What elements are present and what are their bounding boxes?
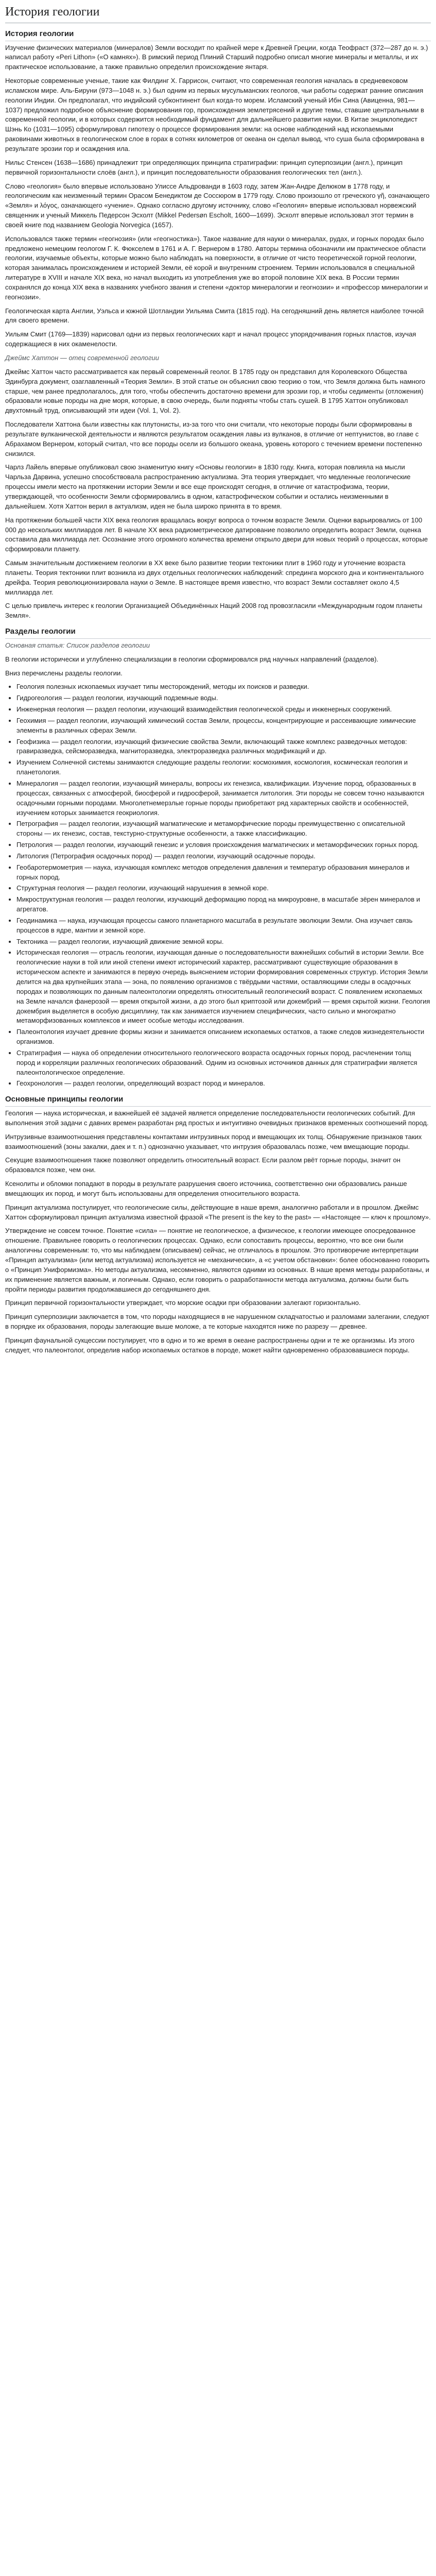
list-item: • Литология (Петрография осадочных пород) — раздел геологии, изучающий осадочные породы. — [16, 852, 431, 861]
principles-paragraph: Принцип первичной горизонтальности утверждает, что морские осадки при образовании залегают горизонтально. — [5, 1299, 361, 1307]
principles-paragraph: Принцип актуализма постулирует, что геологические силы, действующие в наше время, аналогично работали и в прошлом. Джеймс Хаттон сформулировал принцип актуализма известной фразой «The present is the key to the past» — «Настоящее — ключ к прошлому». — [5, 1203, 431, 1221]
section-heading-branches: Разделы геологии — [5, 626, 431, 639]
branches-list — [5, 682, 431, 1089]
principles-paragraph: Принцип фаунальной сукцессии постулирует, что в одно и то же время в океане распространены одни и те же организмы. Из этого следует, что палеонтолог, определив набор ископаемых остатков в породе, может найти одновременно образовавшиеся породы. — [5, 1336, 415, 1354]
list-item: • Стратиграфия — наука об определении относительного геологического возраста осадочных горных пород, расчленении толщ пород и корреляции различных геологических образований. Одним из основных источников данных для стратиграфии является палеонтологическое определение. — [16, 1048, 431, 1078]
history-paragraph: Последователи Хаттона были известны как плутонисты, из-за того что они считали, что некоторые породы были сформированы в результате вулканической деятельности и являются результатом осаждения лавы из вулканов, в отличие от нептунистов, во главе с Абрахамом Вернером, который считал, что все породы осели из большого океана, уровень которого с течением времени постепенно снизился. — [5, 420, 422, 457]
list-item: • Палеонтология изучает древние формы жизни и занимается описанием ископаемых остатков, а также следов жизнедеятельности организмов. — [16, 1027, 431, 1047]
principles-paragraph: Утверждение не совсем точное. Понятие «сила» — понятие не геологическое, а физическое, к геологии имеющее опосредованное отношение. Правильнее говорить о геологических процессах. Однако, если сопоставить процессы, вероятно, что все они были аналогичны современным: то, что мы наблюдаем (описываем) сейчас, не отличалось в прошлом. Это противоречие интерпретации «Принцип актуализма» (или метод актуализма) используется не «механически», а «с учетом обстановки»: более обоснованно говорить о «Принцип Униформизма». Но методы актуализма, несомненно, являются одними из основных. В наше время методы разработаны, и их применение является важным, и логичным. Однако, если говорить о разработанности метода актуализма, должны были быть пройти периоды развития продолжавшиеся до сегодняшнего дня. — [5, 1227, 430, 1293]
list-item: • Гидрогеология — раздел геологии, изучающий подземные воды. — [16, 693, 431, 703]
list-item: • Петрология — раздел геологии, изучающий генезис и условия происхождения магматических и метаморфических горных пород. — [16, 840, 431, 850]
page-title: История геологии — [5, 3, 431, 23]
list-item: • Микроструктурная геология — раздел геологии, изучающий деформацию пород на микроуровне, в масштабе зёрен минералов и агрегатов. — [16, 895, 431, 914]
list-item: • Геобаротермометрия — наука, изучающая комплекс методов определения давления и температур образования минералов и горных пород. — [16, 863, 431, 883]
principles-paragraph: Геология — наука историческая, и важнейшей её задачей является определение последовательности геологических событий. Для выполнения этой задачи с давних времен разработан ряд простых и интуитивно очевидных признаков временных соотношений пород. — [5, 1109, 429, 1127]
list-item: • Структурная геология — раздел геологии, изучающий нарушения в земной коре. — [16, 884, 431, 893]
history-paragraph: С целью привлечь интерес к геологии Организацией Объединённых Наций 2008 год провозгласили «Международным годом планеты Земля». — [5, 602, 423, 620]
history-paragraph: Некоторые современные ученые, такие как Филдинг Х. Гаррисон, считают, что современная геология началась в средневековом исламском мире. Аль-Бируни (973—1048 н. э.) был одним из первых мусульманских геологов, чьи работы содержат ранние описания геологии Индии. Он предполагал, что индийский субконтинент был когда-то морем. Исламский ученый Ибн Сина (Авиценна, 981—1037) предложил подробное объяснение формирования гор, происхождения землетрясений и другие темы, ставшие центральными в современной геологии, и в которых содержится необходимый фундамент для дальнейшего развития науки. В Китае энциклопедист Шэнь Ко (1031—1095) сформулировал гипотезу о процессе формирования земли: на основе наблюдений над ископаемыми раковинами животных в геологическом слое в горах в сотнях километров от океана он сделал вывод, что суша была сформирована в результате эрозии гор и осаждения ила. — [5, 77, 425, 152]
section-heading-principles: Основные принципы геологии — [5, 1094, 431, 1107]
list-item: • Геодинамика — наука, изучающая процессы самого планетарного масштаба в результате эволюции Земли. Она изучает связь процессов в ядре, мантии и земной коре. — [16, 916, 431, 936]
list-item: • Тектоника — раздел геологии, изучающий движение земной коры. — [16, 937, 431, 947]
history-paragraph: На протяжении большей части XIX века геология вращалась вокруг вопроса о точном возрасте Земли. Оценки варьировались от 100 000 до нескольких миллиардов лет. В начале XX века радиометрическое датирование позволило определить возраст Земли, оценка составила два миллиарда лет. Осознание этого огромного количества времени открыло двери для новых теорий о процессах, которые сформировали планету. — [5, 516, 428, 553]
history-paragraph: Чарлз Лайель впервые опубликовал свою знаменитую книгу «Основы геологии» в 1830 году. Книга, которая повлияла на мысли Чарльза Дарвина, успешно способствовала распространению актуализма. Эта теория утверждает, что медленные геологические процессы имели место на протяжении истории Земли и все еще происходят сегодня, в отличие от катастрофизма, теории, утверждающей, что особенности Земли сформировались в одном, катастрофическом событии и остались неизменными в дальнейшем. Хотя Хаттон верил в актуализм, идея не была широко принята в то время. — [5, 463, 411, 510]
history-paragraph: Уильям Смит (1769—1839) нарисовал одни из первых геологических карт и начал процесс упорядочивания горных пластов, изучая содержащиеся в них окаменелости. — [5, 330, 416, 348]
history-paragraph: Использовался также термин «геогнозия» (или «геогностика»). Такое название для науки о минералах, рудах, и горных породах было предложено немецким геологом Г. К. Фюкселем в 1761 и А. Г. Вернером в 1780. Авторы термина обозначили им практическое области геологии, изучаемые объекты, которые можно было наблюдать на поверхности, в отличие от чисто теоретической горной геологии, которая занималась происхождением и историей Земли, её корой и внутренним строением. Термин использовался в специальной литературе в XVIII и начале XIX века, но начал выходить из употребления уже во второй половине XIX века. В России термин сохранялся до конца XIX века в названиях учебного звания и степени «доктор минералогии и геогнозии» и «профессор минералогии и геогнозии». — [5, 234, 428, 301]
history-paragraph: Самым значительным достижением геологии в XX веке было развитие теории тектоники плит в 1960 году и уточнение возраста планеты. Теория тектоники плит возникла из двух отдельных геологических наблюдений: спрединга морского дна и континентального дрейфа. Теория революционизировала науки о Земле. В настоящее время известно, что возраст Земли составляет около 4,5 миллиарда лет. — [5, 559, 424, 596]
history-paragraph: Нильс Стенсен (1638—1686) принадлежит три определяющих принципа стратиграфии: принцип суперпозиции (англ.), принцип первичной горизонтальности слоёв (англ.), и принцип последовательности образования геологических тел (англ.). — [5, 158, 403, 176]
list-item: • Геология полезных ископаемых изучает типы месторождений, методы их поисков и разведки. — [16, 682, 431, 692]
image-caption: Джеймс Хаттон — отец современной геологии — [5, 354, 160, 362]
branches-list-intro: Вниз перечислены разделы геологии. — [5, 669, 123, 677]
list-item: • Геохронология — раздел геологии, определяющий возраст пород и минералов. — [16, 1079, 431, 1089]
section-heading-history: История геологии — [5, 28, 431, 41]
list-item: • Геохимия — раздел геологии, изучающий химический состав Земли, процессы, концентрирующие и рассеивающие химические элементы в различных сферах Земли. — [16, 716, 431, 736]
map-caption: Геологическая карта Англии, Уэльса и южной Шотландии Уильяма Смита (1815 год). На сегодняшний день является наиболее точной для своего времени. — [5, 307, 424, 325]
principles-paragraph: Ксенолиты и обломки попадают в породы в результате разрушения своего источника, соответственно они образовались раньше вмещающих их пород, и могут быть использованы для определения относительного возраста. — [5, 1180, 407, 1197]
history-paragraph: Слово «геология» было впервые использовано Улиссе Альдрованди в 1603 году, затем Жан-Андре Делюком в 1778 году, и геологическим как неизменный термин Орасом Бенедиктом де Соссюром в 1779 году. Слово произошло от греческого γῆ, означающего «Земля» и λόγος, означающего «учение». Однако согласно другому источнику, слово «Геология» впервые использовал норвежский священник и ученый Миккель Педерсон Эсхолт (Mikkel Pedersøn Escholt, 1600—1699). Эсхолт впервые использовал этот термин в своей книге под названием Geologia Norvegica (1657). — [5, 182, 430, 229]
branches-lead: В геологии исторически и углубленно специализации в геологии сформировался ряд научных направлений (разделов). — [5, 655, 379, 663]
principles-paragraph: Секущие взаимоотношения также позволяют определить относительный возраст. Если разлом рвёт горные породы, значит он образовался позже, чем они. — [5, 1156, 400, 1174]
main-article-link[interactable]: Основная статья: Список разделов геологии — [5, 641, 150, 649]
list-item: • Историческая геология — отрасль геологии, изучающая данные о последовательности важнейших событий в истории Земли. Все геологические науки в той или иной степени имеют исторический характер, рассматривают существующие образования в историческом аспекте и занимаются в первую очередь выяснением истории формирования современных структур. История Земли делится на два крупнейших этапа — эона, по появлению организмов с твёрдыми частями, оставляющими следы в осадочных породах и позволяющих по данным палеонтологии определять относительный геологический возраст. С появлением ископаемых на Земле начался фанерозой — время открытой жизни, а до этого был криптозой или докембрий — время скрытой жизни. Геология докембрия выделяется в особую дисциплину, так как занимается изучением специфических, часто сильно и многократно метаморфизованных комплексов и имеет особые методы исследования. — [16, 948, 431, 1026]
list-item: • Изучением Солнечной системы занимаются следующие разделы геологии: космохимия, космология, космическая геология и планетология. — [16, 758, 431, 777]
history-paragraph: Изучение физических материалов (минералов) Земли восходит по крайней мере к Древней Греции, когда Теофраст (372—287 до н. э.) написал работу «Peri Lithon» («О камнях»). В римский период Плиний Старший подробно описал многие минералы и металлы, и их практическое использование, а также правильно определил происхождение янтаря. — [5, 43, 428, 71]
principles-paragraph: Принцип суперпозиции заключается в том, что породы находящиеся в не нарушенном складчатостью и разломами залегании, следуют в порядке их образования, породы залегающие выше моложе, а те которые находятся ниже по разрезу — древнее. — [5, 1313, 429, 1331]
list-item: • Петрография — раздел геологии, изучающий магматические и метаморфические породы преимущественно с описательной стороны — их генезис, состав, текстурно-структурные особенности, а также классификацию. — [16, 819, 431, 839]
list-item: • Инженерная геология — раздел геологии, изучающий взаимодействия геологической среды и инженерных сооружений. — [16, 705, 431, 715]
list-item: • Геофизика — раздел геологии, изучающий физические свойства Земли, включающий также комплекс разведочных методов: гравиразведка, сейсморазведка, магниторазведка, электроразведка различных модификаций и др. — [16, 737, 431, 757]
principles-paragraph: Интрузивные взаимоотношения представлены контактами интрузивных пород и вмещающих их толщ. Обнаружение признаков таких взаимоотношений (зоны закалки, даек и т. п.) однозначно указывает, что интрузия образовалась позже, чем вмещающие породы. — [5, 1132, 422, 1150]
history-paragraph: Джеймс Хаттон часто рассматривается как первый современный геолог. В 1785 году он представил для Королевского Общества Эдинбурга документ, озаглавленный «Теория Земли». В этой статье он объяснил свою теорию о том, что Земля должна быть намного старше, чем ранее предполагалось, для того, чтобы обеспечить достаточно времени для эрозии гор, и чтобы седименты (отложения) образовали новые породы на дне моря, которые, в свою очередь, были подняты чтобы стать сушей. В 1795 Хаттон опубликовал двухтомный труд, описывающий эти идеи (Vol. 1, Vol. 2). — [5, 367, 426, 415]
list-item: • Минералогия — раздел геологии, изучающий минералы, вопросы их генезиса, квалификации. Изучение пород, образованных в процессах, связанных с атмосферой, биосферой и гидросферой, занимается литология. Эти породы не совсем точно называются осадочными горными породами. Многолетнемерзлые горные породы приобретают ряд характерных свойств и особенностей, изучением которых занимается геокриология. — [16, 779, 431, 818]
